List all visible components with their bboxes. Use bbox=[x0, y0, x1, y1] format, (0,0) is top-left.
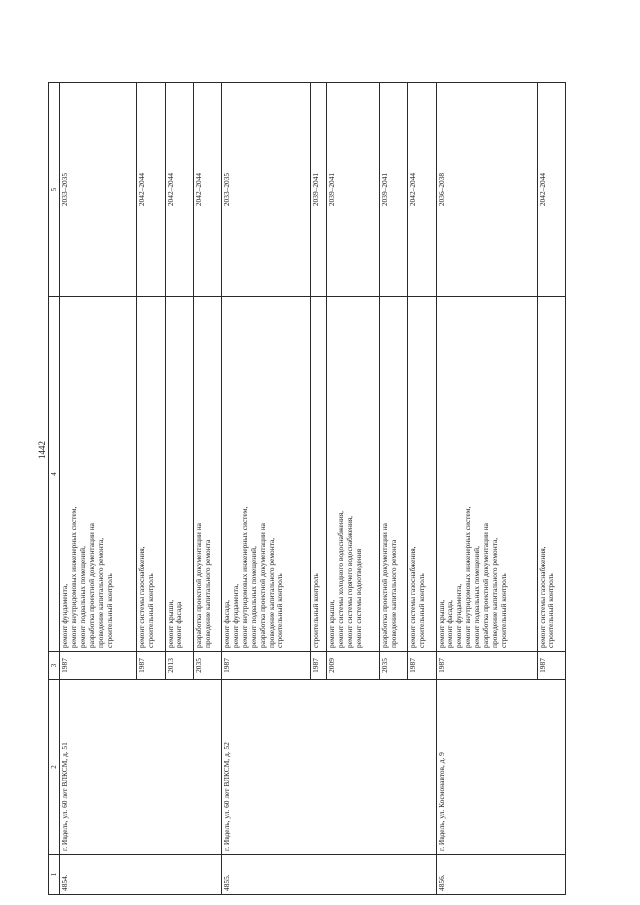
row-number: 4856. bbox=[436, 855, 565, 895]
work-line: ремонт подвальных помещений, bbox=[78, 546, 88, 648]
work-line: проведение капитального ремонта, bbox=[489, 537, 499, 648]
period-cell: 2033–2035 bbox=[222, 83, 311, 297]
year-cell: 2035 bbox=[379, 652, 407, 680]
works-cell bbox=[137, 297, 165, 652]
works-cell bbox=[60, 297, 137, 652]
year-cell: 2035 bbox=[193, 652, 221, 680]
period-cell: 2042–2044 bbox=[137, 83, 165, 297]
rotated-page bbox=[48, 82, 566, 895]
work-line: ремонт подвальных помещений, bbox=[472, 546, 482, 648]
work-line: строительный контроль bbox=[311, 573, 321, 648]
year-cell: 1987 bbox=[311, 652, 327, 680]
year-cell: 1987 bbox=[60, 652, 137, 680]
page-number: 1442 bbox=[37, 441, 47, 459]
work-line: ремонт крыши, bbox=[327, 599, 337, 648]
work-line: ремонт фасада bbox=[174, 601, 184, 648]
row-number: 4855. bbox=[222, 855, 436, 895]
year-cell: 1987 bbox=[137, 652, 165, 680]
header-col-4: 4 bbox=[49, 297, 60, 652]
works-cell bbox=[222, 297, 311, 652]
work-line: строительный контроль bbox=[417, 573, 427, 648]
table-row bbox=[436, 83, 537, 895]
works-cell bbox=[408, 297, 436, 652]
year-cell: 1987 bbox=[537, 652, 565, 680]
table-row bbox=[60, 83, 137, 895]
works-cell bbox=[327, 297, 380, 652]
work-line: ремонт фундамента, bbox=[454, 583, 464, 648]
work-line: строительный контроль bbox=[275, 573, 285, 648]
period-cell: 2039–2041 bbox=[311, 83, 327, 297]
header-col-5: 5 bbox=[49, 83, 60, 297]
work-line: ремонт внутридомовых инженерных систем, bbox=[69, 506, 79, 648]
period-cell: 2042–2044 bbox=[408, 83, 436, 297]
work-line: строительный контроль bbox=[546, 573, 556, 648]
table-body bbox=[60, 83, 566, 895]
work-line: разработка проектной документации на bbox=[193, 523, 203, 648]
work-line: разработка проектной документации на bbox=[87, 523, 97, 648]
work-line: ремонт фасада, bbox=[222, 600, 232, 648]
year-cell: 1987 bbox=[436, 652, 537, 680]
header-col-1: 1 bbox=[49, 855, 60, 895]
work-line: разработка проектной документации на bbox=[257, 523, 267, 648]
work-line: ремонт системы газоснабжения, bbox=[537, 546, 547, 648]
address-cell: г. Ивдель, ул. Космонавтов, д. 9 bbox=[436, 680, 565, 855]
work-line: ремонт внутридомовых инженерных систем, bbox=[463, 506, 473, 648]
work-line: разработка проектной документации на bbox=[379, 523, 389, 648]
period-cell: 2042–2044 bbox=[165, 83, 193, 297]
period-cell: 2039–2041 bbox=[379, 83, 407, 297]
work-line: строительный контроль bbox=[498, 573, 508, 648]
works-cell bbox=[165, 297, 193, 652]
header-col-3: 3 bbox=[49, 652, 60, 680]
work-line: строительный контроль bbox=[104, 573, 114, 648]
work-line: ремонт системы холодного водоснабжения, bbox=[336, 511, 346, 648]
year-cell: 1987 bbox=[222, 652, 311, 680]
row-number: 4854. bbox=[60, 855, 222, 895]
work-line: ремонт крыши, bbox=[165, 599, 175, 648]
repair-schedule-table bbox=[48, 82, 566, 895]
period-cell: 2033–2035 bbox=[60, 83, 137, 297]
work-line: ремонт крыши, bbox=[436, 599, 446, 648]
work-line: ремонт внутридомовых инженерных систем, bbox=[239, 506, 249, 648]
address-cell: г. Ивдель, ул. 60 лет ВЛКСМ, д. 51 bbox=[60, 680, 222, 855]
period-cell: 2036–2038 bbox=[436, 83, 537, 297]
year-cell: 2009 bbox=[327, 652, 380, 680]
work-line: ремонт системы газоснабжения, bbox=[137, 546, 147, 648]
work-line: ремонт фундамента, bbox=[231, 583, 241, 648]
period-cell: 2039–2041 bbox=[327, 83, 380, 297]
work-line: ремонт фасада, bbox=[445, 600, 455, 648]
work-line: строительный контроль bbox=[146, 573, 156, 648]
period-cell: 2042–2044 bbox=[537, 83, 565, 297]
header-col-2: 2 bbox=[49, 680, 60, 855]
work-line: ремонт подвальных помещений, bbox=[248, 546, 258, 648]
work-line: разработка проектной документации на bbox=[480, 523, 490, 648]
work-line: проведение капитального ремонта, bbox=[95, 537, 105, 648]
address-cell: г. Ивдель, ул. 60 лет ВЛКСМ, д. 52 bbox=[222, 680, 436, 855]
works-cell bbox=[311, 297, 327, 652]
work-line: ремонт системы водоотведения bbox=[353, 548, 363, 648]
work-line: ремонт фундамента, bbox=[60, 583, 70, 648]
works-cell bbox=[436, 297, 537, 652]
year-cell: 2013 bbox=[165, 652, 193, 680]
period-cell: 2042–2044 bbox=[193, 83, 221, 297]
work-line: ремонт системы газоснабжения, bbox=[408, 546, 418, 648]
year-cell: 1987 bbox=[408, 652, 436, 680]
works-cell bbox=[379, 297, 407, 652]
table-viewport bbox=[48, 82, 566, 895]
work-line: ремонт системы горячего водоснабжения, bbox=[345, 515, 355, 648]
works-cell bbox=[537, 297, 565, 652]
work-line: проведение капитального ремонта bbox=[202, 539, 212, 648]
header-row bbox=[49, 83, 60, 895]
work-line: проведение капитального ремонта bbox=[388, 539, 398, 648]
works-cell bbox=[193, 297, 221, 652]
work-line: проведение капитального ремонта, bbox=[266, 537, 276, 648]
table-row bbox=[222, 83, 311, 895]
